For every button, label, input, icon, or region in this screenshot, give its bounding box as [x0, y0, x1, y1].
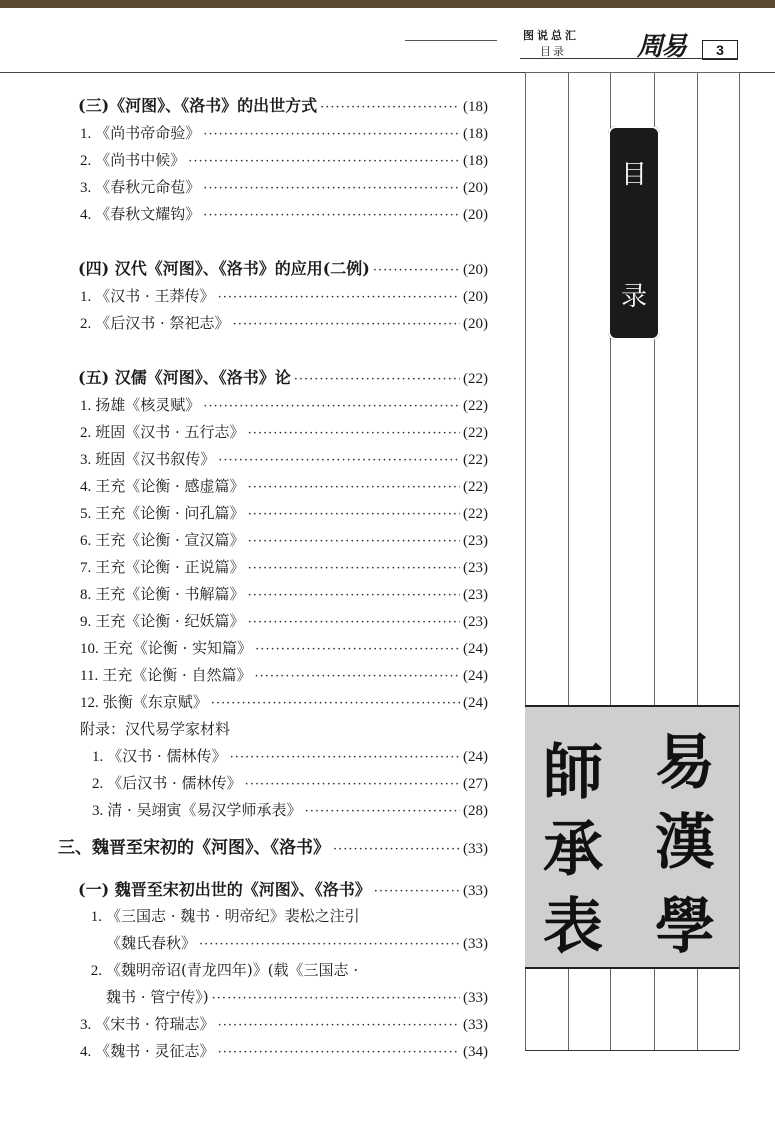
toc-entry[interactable]: 11. 王充《论衡 · 自然篇》 ····· (24)	[80, 663, 488, 687]
toc-entry[interactable]: 12. 张衡《东京赋》 ····· (24)	[80, 690, 488, 714]
header-section-name: 目录	[540, 45, 566, 58]
side-tag-char: 录	[620, 282, 647, 312]
seal-char: 承	[543, 815, 603, 885]
toc-entry[interactable]: 1. 扬雄《核灵赋》 ····· (22)	[80, 393, 488, 417]
seal-char: 學	[655, 892, 715, 962]
toc-entry[interactable]: 6. 王充《论衡 · 宣汉篇》 ····· (23)	[80, 528, 488, 552]
page-number: 3	[702, 40, 738, 60]
toc-chapter-heading[interactable]: 三、魏晋至宋初的《河图》、《洛书》 ····· (33)	[58, 836, 488, 860]
calligraphy-seal	[525, 705, 739, 969]
toc-entry[interactable]: 7. 王充《论衡 · 正说篇》 ····· (23)	[80, 555, 488, 579]
header-underline	[520, 58, 738, 59]
toc-entry[interactable]: 3. 清 · 吴翊寅《易汉学师承表》 ····· (28)	[92, 798, 488, 822]
toc-entry[interactable]: 8. 王充《论衡 · 书解篇》 ····· (23)	[80, 582, 488, 606]
toc-appendix-heading: 附录：汉代易学家材料	[80, 720, 231, 738]
toc-entry[interactable]: 3. 《宋书 · 符瑞志》 ····· (33)	[80, 1012, 488, 1036]
seal-char: 漢	[655, 808, 715, 878]
toc-section-heading[interactable]: (五) 汉儒《河图》、《洛书》论 ····· (22)	[78, 366, 488, 390]
seal-char: 表	[543, 892, 603, 962]
toc-entry[interactable]: 4. 王充《论衡 · 感虚篇》 ····· (22)	[80, 474, 488, 498]
side-tag-char: 目	[620, 160, 647, 190]
toc-entry[interactable]: 1. 《尚书帝命验》 ····· (18)	[80, 121, 488, 145]
header-series-title: 图说总汇	[523, 29, 579, 42]
toc-entry[interactable]: 4. 《魏书 · 灵征志》 ····· (34)	[80, 1039, 488, 1063]
column-line	[739, 72, 740, 1050]
toc-entry[interactable]: 2. 《魏明帝诏(青龙四年)》(载《三国志 ·	[90, 961, 359, 979]
header-logo: 周易	[637, 32, 686, 62]
toc-section-heading[interactable]: (一) 魏晋至宋初出世的《河图》、《洛书》 ····· (33)	[78, 878, 488, 902]
toc-entry[interactable]: 9. 王充《论衡 · 纪妖篇》 ····· (23)	[80, 609, 488, 633]
column-grid-bottom	[525, 1050, 739, 1051]
toc-entry-continuation[interactable]: 魏书 · 管宁传》) ····· (33)	[106, 985, 488, 1009]
toc-section-heading[interactable]: (三)《河图》、《洛书》的出世方式 ····· (18)	[78, 94, 488, 118]
contents-side-tag	[608, 126, 660, 340]
seal-char: 師	[543, 738, 603, 808]
toc-entry[interactable]: 10. 王充《论衡 · 实知篇》 ····· (24)	[80, 636, 488, 660]
seal-char: 易	[655, 728, 715, 798]
toc-entry[interactable]: 1. 《汉书 · 儒林传》 ····· (24)	[92, 744, 488, 768]
toc-entry[interactable]: 4. 《春秋文耀钩》 ····· (20)	[80, 202, 488, 226]
toc-entry[interactable]: 2. 班固《汉书 · 五行志》 ····· (22)	[80, 420, 488, 444]
toc-entry[interactable]: 2. 《后汉书 · 儒林传》 ····· (27)	[92, 771, 488, 795]
toc-entry[interactable]: 1. 《三国志 · 魏书 · 明帝纪》裴松之注引	[90, 907, 360, 925]
toc-entry[interactable]: 2. 《尚书中候》 ····· (18)	[80, 148, 488, 172]
column-grid-top	[525, 72, 739, 73]
toc-entry[interactable]: 5. 王充《论衡 · 问孔篇》 ····· (22)	[80, 501, 488, 525]
toc-entry[interactable]: 3. 《春秋元命苞》 ····· (20)	[80, 175, 488, 199]
toc-section-heading[interactable]: (四) 汉代《河图》、《洛书》的应用(二例) ····· (20)	[78, 257, 488, 281]
toc-entry[interactable]: 3. 班固《汉书叙传》 ····· (22)	[80, 447, 488, 471]
toc-entry-continuation[interactable]: 《魏氏春秋》 ····· (33)	[106, 931, 488, 955]
toc-entry[interactable]: 2. 《后汉书 · 祭祀志》 ····· (20)	[80, 311, 488, 335]
toc-entry[interactable]: 1. 《汉书 · 王莽传》 ····· (20)	[80, 284, 488, 308]
